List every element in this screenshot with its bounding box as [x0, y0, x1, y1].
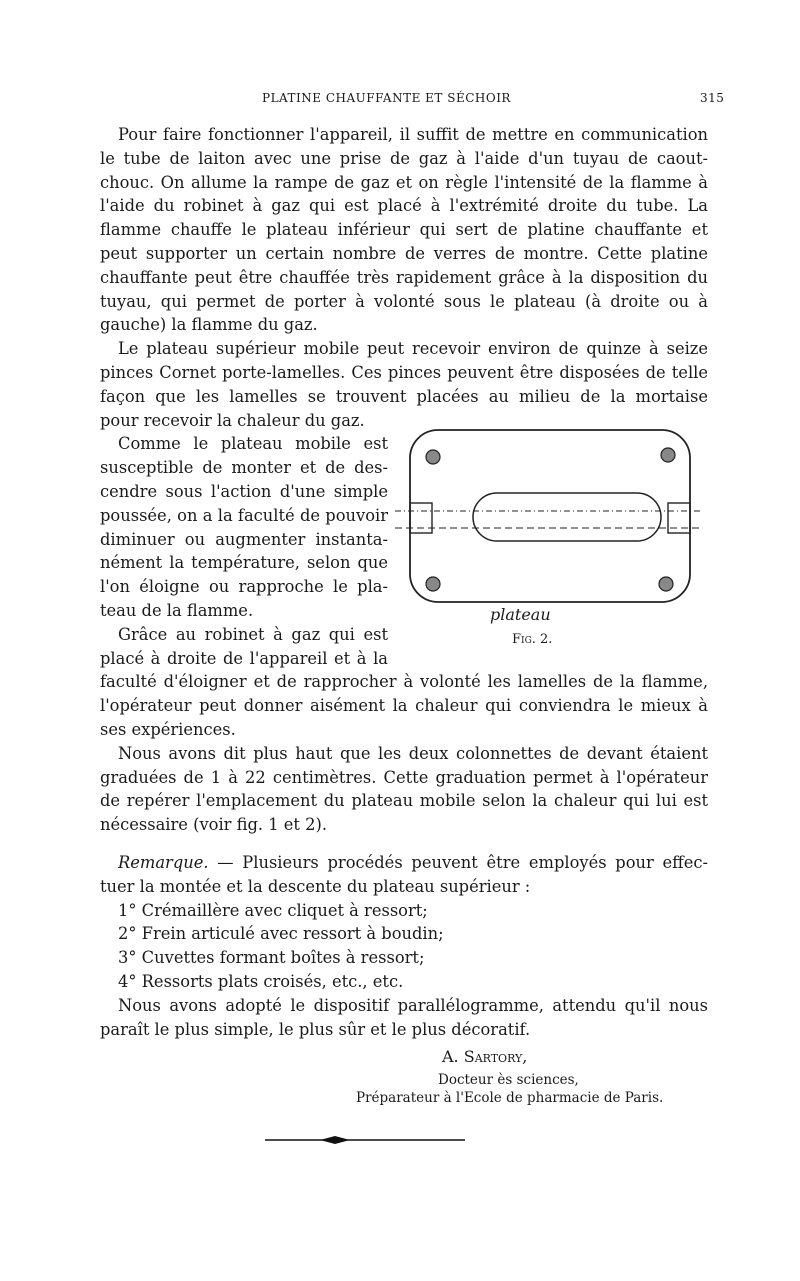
line-text: 4° Ressorts plats croisés, etc., etc.	[118, 972, 404, 991]
line-text: tuyau, qui permet de porter à volonté sous le plateau (à droite ou à	[100, 291, 708, 311]
line-text: pour recevoir la chaleur du gaz.	[100, 410, 365, 430]
text-line	[100, 601, 253, 621]
text-line	[100, 506, 388, 526]
line-text: susceptible de monter et de des-	[100, 458, 388, 478]
text-line	[100, 220, 708, 240]
slot-outline	[473, 493, 661, 541]
text-line	[100, 482, 388, 502]
line-text: Nous avons adopté le dispositif parallélogramme, attendu qu'il nous	[118, 995, 708, 1015]
text-line	[118, 924, 444, 944]
text-line	[100, 1020, 530, 1040]
text-line	[118, 744, 708, 764]
line-text: placé à droite de l'appareil et à la	[100, 648, 388, 668]
text-line	[100, 149, 708, 169]
line-text: flamme chauffe le plateau inférieur qui sert de platine chauffante et	[100, 220, 708, 240]
text-line	[118, 434, 388, 454]
running-title: PLATINE CHAUFFANTE ET SÉCHOIR	[262, 91, 511, 105]
line-text: Le plateau supérieur mobile peut recevoir environ de quinze à seize	[118, 339, 708, 359]
text-line	[118, 339, 708, 359]
line-text: — Plusieurs procédés peuvent être employés pour effec-	[208, 853, 708, 872]
line-text: Comme le plateau mobile est	[118, 434, 388, 454]
line-text: 1° Crémaillère avec cliquet à ressort;	[118, 900, 428, 920]
text-line	[100, 815, 327, 835]
text-line	[100, 530, 388, 550]
line-text: l'on éloigne ou rapproche le pla-	[100, 577, 388, 597]
line-text: graduées de 1 à 22 centimètres. Cette graduation permet à l'opérateur	[100, 767, 708, 787]
line-text: peut supporter un certain nombre de verres de montre. Cette platine	[100, 244, 708, 263]
text-line	[100, 363, 708, 383]
text-line	[118, 625, 388, 645]
text-line	[100, 196, 708, 216]
line-text: Pour faire fonctionner l'appareil, il suffit de mettre en communication	[118, 125, 708, 144]
figure-label: plateau	[490, 605, 551, 624]
line-text: le tube de laiton avec une prise de gaz à l'aide d'un tuyau de caout-	[100, 148, 708, 168]
line-text: paraît le plus simple, le plus sûr et le plus décoratif.	[100, 1019, 531, 1039]
line-text: l'opérateur peut donner aisément la chaleur qui conviendra le mieux à	[100, 696, 708, 716]
author-name: A. Sartory,	[442, 1047, 528, 1066]
line-text: 3° Cuvettes formant boîtes à ressort;	[118, 948, 425, 968]
text-line	[100, 672, 708, 692]
text-line	[100, 577, 388, 597]
text-line	[100, 877, 530, 897]
text-line	[100, 553, 388, 573]
author-title-2: Préparateur à l'Ecole de pharmacie de Paris.	[356, 1090, 664, 1106]
line-text: faculté d'éloigner et de rapprocher à volonté les lamelles de la flamme,	[100, 672, 708, 692]
text-line	[118, 948, 424, 968]
text-line	[100, 649, 388, 669]
text-line	[100, 696, 708, 716]
text-line	[100, 768, 708, 788]
line-text: pinces Cornet porte-lamelles. Ces pinces peuvent être disposées de telle	[100, 363, 708, 382]
text-line	[118, 972, 403, 992]
text-line	[100, 292, 708, 312]
author-title-1: Docteur ès sciences,	[438, 1072, 579, 1088]
screw-icons	[426, 448, 675, 591]
text-line	[100, 411, 365, 431]
text-line	[118, 901, 428, 921]
page-number: 315	[700, 91, 725, 105]
text-line	[100, 720, 236, 740]
line-text: Nous avons dit plus haut que les deux colonnettes de devant étaient	[118, 743, 708, 763]
line-text: nément la température, selon que	[100, 553, 388, 573]
text-line	[100, 791, 708, 811]
text-line	[100, 173, 708, 193]
text-line	[100, 458, 388, 478]
text-line	[100, 244, 708, 264]
line-text: teau de la flamme.	[100, 601, 254, 620]
line-text: gauche) la flamme du gaz.	[100, 315, 318, 335]
line-text: 2° Frein articulé avec ressort à boudin;	[118, 924, 444, 944]
text-line	[100, 268, 708, 288]
line-text: l'aide du robinet à gaz qui est placé à l'extrémité droite du tube. La	[100, 196, 708, 216]
line-text: poussée, on a la faculté de pouvoir	[100, 505, 388, 525]
text-line	[118, 996, 708, 1016]
figure-caption: Fig. 2.	[512, 632, 553, 647]
text-line	[118, 853, 708, 873]
line-text: diminuer ou augmenter instanta-	[100, 529, 388, 549]
text-line	[100, 315, 318, 335]
line-text: cendre sous l'action d'une simple	[100, 482, 388, 501]
emphasis: Remarque.	[118, 853, 209, 872]
line-text: nécessaire (voir fig. 1 et 2).	[100, 815, 328, 835]
line-text: ses expériences.	[100, 720, 236, 739]
figure-plateau-diagram	[395, 425, 715, 615]
line-text: façon que les lamelles se trouvent placées au milieu de la mortaise	[100, 386, 708, 406]
text-line	[100, 387, 708, 407]
line-text: tuer la montée et la descente du plateau supérieur :	[100, 876, 531, 896]
line-text: Grâce au robinet à gaz qui est	[118, 624, 388, 644]
line-text: chauffante peut être chauffée très rapidement grâce à la disposition du	[100, 267, 708, 287]
line-text: de repérer l'emplacement du plateau mobile selon la chaleur qui lui est	[100, 791, 708, 811]
text-line	[118, 125, 708, 145]
plate-outline	[410, 430, 690, 602]
line-text: chouc. On allume la rampe de gaz et on règle l'intensité de la flamme à	[100, 172, 708, 192]
end-ornament-rule	[265, 1133, 475, 1147]
